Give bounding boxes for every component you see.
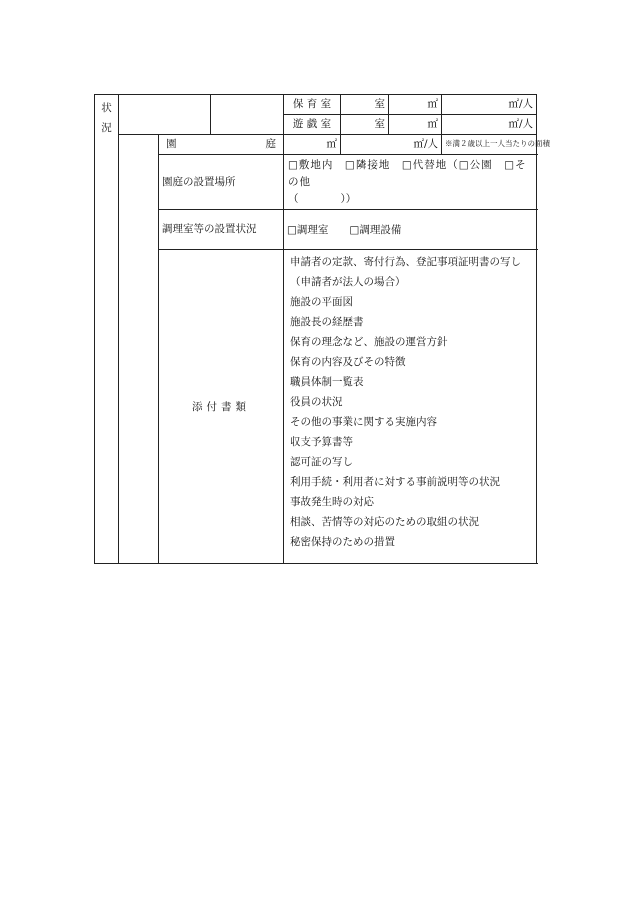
attachment-item: 職員体制一覧表 xyxy=(290,376,364,389)
attachment-item: 事故発生時の対応 xyxy=(290,496,374,509)
status-blank-cell xyxy=(119,95,211,135)
attachment-item: 申請者の定款、寄付行為、登記事項証明書の写し（申請者が法人の場合） xyxy=(290,256,521,289)
garden-location-label: 園庭の設置場所 xyxy=(159,155,284,210)
nursery-room-count-unit: 室 xyxy=(341,95,389,115)
attachment-item: 施設の平面図 xyxy=(290,296,353,309)
attachment-item: 施設長の経歴書 xyxy=(290,316,364,329)
attachment-item: 保育の理念など、施設の運営方針 xyxy=(290,336,448,349)
attachment-item: 秘密保持のための措置 xyxy=(290,536,395,549)
kitchen-options: □調理室 □調理設備 xyxy=(284,210,537,250)
nursery-room-per-unit: ㎡/人 xyxy=(442,95,537,115)
attachment-item: その他の事業に関する実施内容 xyxy=(290,416,437,429)
status-label: 状況 xyxy=(95,95,119,564)
attachment-item: 認可証の写し xyxy=(290,456,353,469)
status-indent-cell xyxy=(119,135,159,564)
attachment-item: 収支予算書等 xyxy=(290,436,353,449)
attachment-item: 役員の状況 xyxy=(290,396,343,409)
garden-per-unit: ㎡/人 xyxy=(341,135,442,155)
attachments-row xyxy=(95,250,537,564)
attachments-label: 添付書類 xyxy=(159,250,284,564)
garden-location-options-line2: （ ）） xyxy=(288,192,357,205)
garden-location-options-line1: □敷地内 □隣接地 □代替地（□公園 □その他 xyxy=(288,159,527,188)
status-blank-cell-2 xyxy=(211,95,284,135)
nursery-room-label: 保 育 室 xyxy=(284,95,341,115)
kitchen-label: 調理室等の設置状況 xyxy=(159,210,284,250)
nursery-room-area-unit: ㎡ xyxy=(389,95,442,115)
attachment-item: 保育の内容及びその特徴 xyxy=(290,356,406,369)
application-form-table xyxy=(94,94,550,564)
playroom-area-unit: ㎡ xyxy=(389,115,442,135)
garden-label-cell xyxy=(159,135,284,155)
playroom-count-unit: 室 xyxy=(341,115,389,135)
attachment-item: 利用手続・利用者に対する事前説明等の状況 xyxy=(290,476,500,489)
garden-area-unit: ㎡ xyxy=(284,135,341,155)
nursery-room-row xyxy=(95,95,537,115)
playroom-label: 遊 戯 室 xyxy=(284,115,341,135)
garden-location-row xyxy=(95,155,537,210)
garden-row xyxy=(95,135,537,155)
garden-label-left: 園 xyxy=(166,138,177,151)
attachments-list xyxy=(284,250,537,564)
kitchen-row xyxy=(95,210,537,250)
attachment-item: 相談、苦情等の対応のための取組の状況 xyxy=(290,516,479,529)
playroom-per-unit: ㎡/人 xyxy=(442,115,537,135)
garden-label-right: 庭 xyxy=(265,138,276,151)
garden-location-options xyxy=(284,155,537,210)
garden-note: ※満２歳以上一人当たりの面積 xyxy=(442,135,537,155)
